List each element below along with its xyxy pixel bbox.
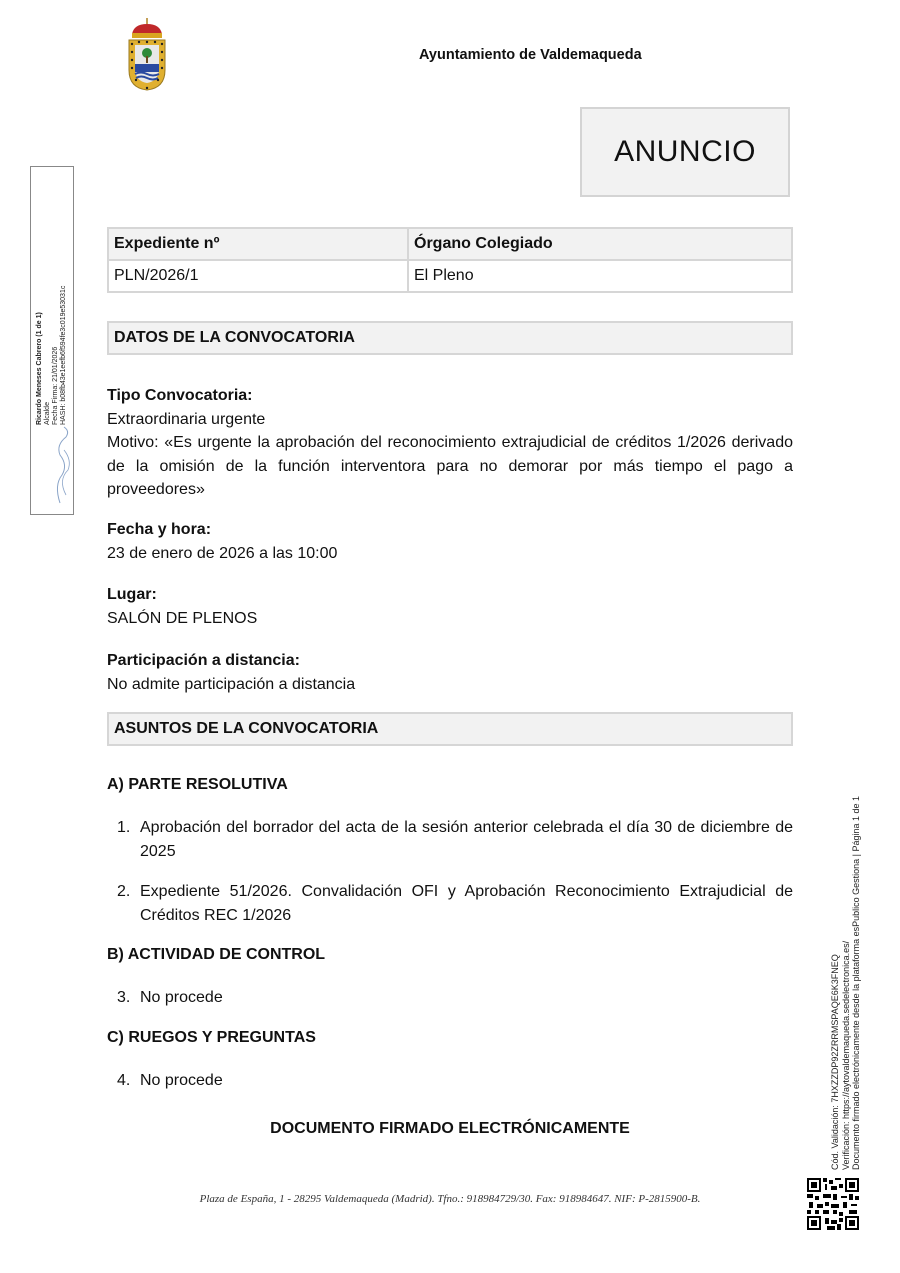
- list-item: [117, 1069, 793, 1093]
- qr-code-icon[interactable]: [807, 1178, 859, 1230]
- item-number: 4.: [117, 1072, 131, 1089]
- item-text: No procede: [140, 1072, 223, 1089]
- group-title-a: A) PARTE RESOLUTIVA: [107, 776, 288, 793]
- lugar-label: Lugar:: [107, 586, 157, 603]
- table-header-row: [108, 228, 792, 260]
- item-number: 3.: [117, 989, 131, 1006]
- table-row: [108, 260, 792, 292]
- tipo-value: Extraordinaria urgente: [107, 410, 266, 428]
- expediente-table: [107, 227, 793, 293]
- group-title-c: C) RUEGOS Y PREGUNTAS: [107, 1029, 316, 1046]
- footer-address: Plaza de España, 1 - 28295 Valdemaqueda (Madrid). Tfno.: 918984729/30. Fax: 918984647. NIF: P-2815900-B.: [199, 1193, 701, 1205]
- header-organo: Órgano Colegiado: [408, 228, 792, 260]
- value-expediente: PLN/2026/1: [108, 260, 408, 292]
- signature-hash: HASH: b08fb43e1eefb6f594fe3c019e53031c: [60, 285, 67, 425]
- item-number: 2.: [117, 883, 131, 900]
- coat-of-arms-icon: [126, 18, 168, 92]
- signer-name: Ricardo Meneses Cabrero (1 de 1): [36, 312, 43, 425]
- header-expediente: Expediente nº: [108, 228, 408, 260]
- section-asuntos-title: ASUNTOS DE LA CONVOCATORIA: [107, 712, 793, 746]
- validation-url[interactable]: Verificación: https://aytovaldemaqueda.sedelectronica.es/: [840, 940, 851, 1170]
- handwritten-signature-icon: [52, 425, 74, 505]
- tipo-label: Tipo Convocatoria:: [107, 387, 253, 404]
- fecha-block: [107, 518, 793, 565]
- item-text: Expediente 51/2026. Convalidación OFI y Aprobación Reconocimiento Extrajudicial de Créditos REC 1/2026: [140, 883, 793, 924]
- item-number: 1.: [117, 819, 131, 836]
- list-item: [117, 880, 793, 927]
- group-title-b: B) ACTIVIDAD DE CONTROL: [107, 946, 326, 963]
- document-type-box: ANUNCIO: [580, 107, 790, 197]
- signature-date: Fecha Firma: 21/01/2026: [52, 346, 59, 425]
- value-organo: El Pleno: [408, 260, 792, 292]
- item-text: Aprobación del borrador del acta de la sesión anterior celebrada el día 30 de diciembre de 2025: [140, 819, 793, 860]
- section-datos-title: DATOS DE LA CONVOCATORIA: [107, 321, 793, 355]
- validation-platform: Documento firmado electrónicamente desde la plataforma esPublico Gestiona | Página 1 de 1: [851, 795, 861, 1170]
- signed-label: DOCUMENTO FIRMADO ELECTRÓNICAMENTE: [270, 1120, 630, 1137]
- list-item: [117, 816, 793, 863]
- signature-stamp-text: [36, 286, 68, 425]
- tipo-convocatoria-block: [107, 384, 793, 502]
- fecha-label: Fecha y hora:: [107, 521, 212, 538]
- item-text: No procede: [140, 989, 223, 1006]
- lugar-value: SALÓN DE PLENOS: [107, 609, 258, 627]
- participacion-label: Participación a distancia:: [107, 652, 300, 669]
- participacion-value: No admite participación a distancia: [107, 675, 356, 693]
- motivo-text: Motivo: «Es urgente la aprobación del reconocimiento extrajudicial de créditos 1/2026 derivado de la omisión de la función interventora para no demorar por más tiempo el pago a proveedores»: [107, 434, 793, 498]
- list-item: [117, 986, 793, 1010]
- organization-name: Ayuntamiento de Valdemaqueda: [419, 47, 642, 63]
- validation-code: Cód. Validación: 7HXZZDP92ZRRMSPAQE6K3FNEQ: [830, 954, 840, 1170]
- fecha-value: 23 de enero de 2026 a las 10:00: [107, 544, 338, 562]
- lugar-block: [107, 583, 793, 630]
- validation-text: [830, 796, 862, 1170]
- signer-role: Alcalde: [44, 402, 51, 425]
- participacion-block: [107, 649, 793, 696]
